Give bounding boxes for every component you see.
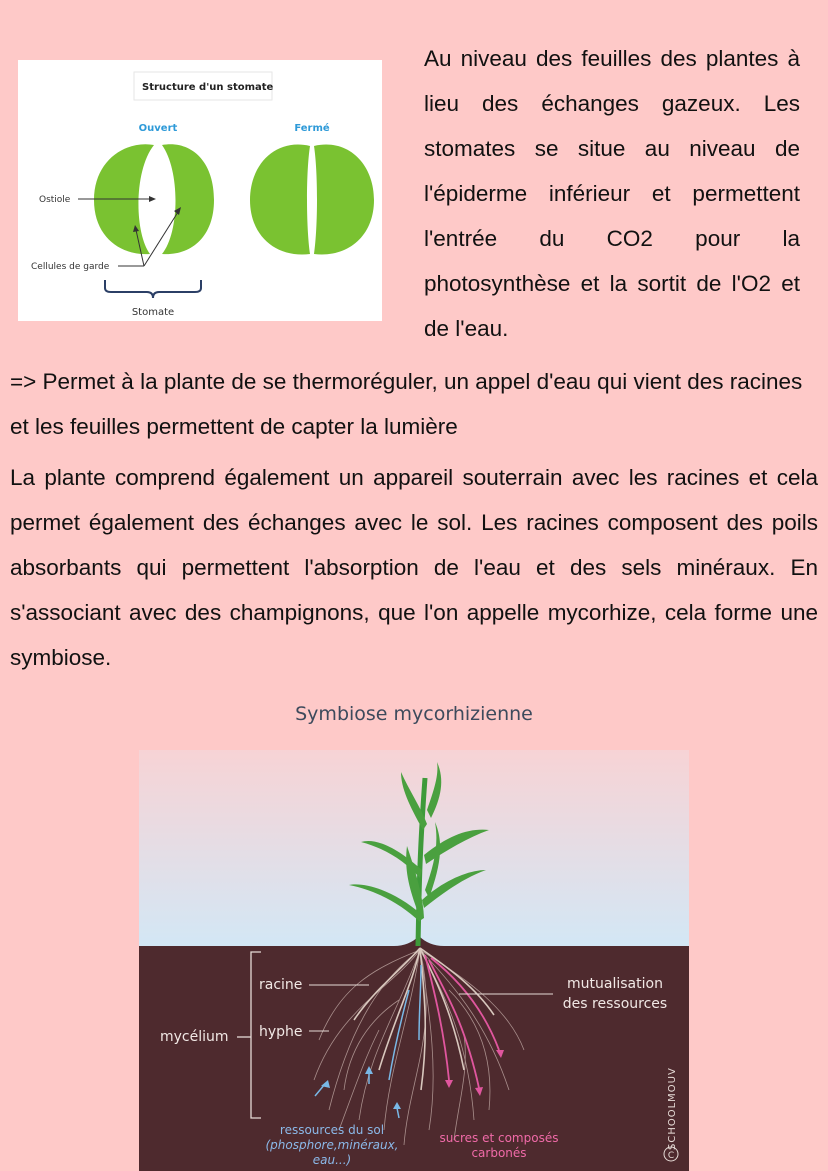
soil-resources-label-line3: eau...) xyxy=(312,1153,352,1167)
roots-paragraph: La plante comprend également un appareil souterrain avec les racines et cela permet également des échanges avec le sol. Les racines composent des poils absorbants qui permettent l'absorption de l'eau et des sels minéraux. En s'associant avec des champignons, que l'on appelle mycorhize, cela forme une symbiose. xyxy=(10,465,818,670)
ostiole-arrow-icon xyxy=(149,196,156,202)
mycorrhiza-title: Symbiose mycorhizienne xyxy=(295,703,533,725)
thermoregulation-paragraph: => Permet à la plante de se thermoréguler, un appel d'eau qui vient des racines et les feuilles permettent de capter la lumière xyxy=(10,369,803,439)
sugar-label-line1: sucres et composés xyxy=(439,1131,559,1145)
mutualisation-label-line1: mutualisation xyxy=(567,976,663,992)
stomate-title: Structure d'un stomate xyxy=(142,82,274,93)
mycelium-label: mycélium xyxy=(160,1029,229,1045)
intro-paragraph: Au niveau des feuilles des plantes à lieu des échanges gazeux. Les stomates se situe au niveau de l'épiderme inférieur et permettent l'entrée du CO2 pour la photosynthèse et la sortit de l'O2 et de l'eau. xyxy=(424,46,800,341)
guard-cell-left-closed xyxy=(250,145,310,255)
guard-cell-right-open xyxy=(162,144,214,254)
state-open-label: Ouvert xyxy=(138,123,178,134)
stomate-figure xyxy=(18,60,382,321)
watermark: SCHOOLMOUV xyxy=(667,1067,678,1150)
stomate-label: Stomate xyxy=(131,307,175,318)
sky-background xyxy=(139,750,689,946)
mutualisation-label-line2: des ressources xyxy=(562,996,668,1012)
soil-resources-label-line2: (phosphore,minéraux, xyxy=(265,1138,399,1152)
copyright-icon-glyph: C xyxy=(667,1151,675,1161)
mycorrhiza-figure xyxy=(139,750,689,1171)
ostiole-label: Ostiole xyxy=(39,195,71,205)
hyphe-label: hyphe xyxy=(259,1024,303,1040)
stomate-brace xyxy=(105,280,201,298)
guard-cells-label: Cellules de garde xyxy=(31,262,110,272)
state-closed-label: Fermé xyxy=(294,123,330,134)
soil-resources-label-line1: ressources du sol xyxy=(279,1123,385,1137)
racine-label: racine xyxy=(259,977,303,993)
sugar-label-line2: carbonés xyxy=(471,1146,527,1160)
guard-cell-right-closed xyxy=(314,145,374,255)
